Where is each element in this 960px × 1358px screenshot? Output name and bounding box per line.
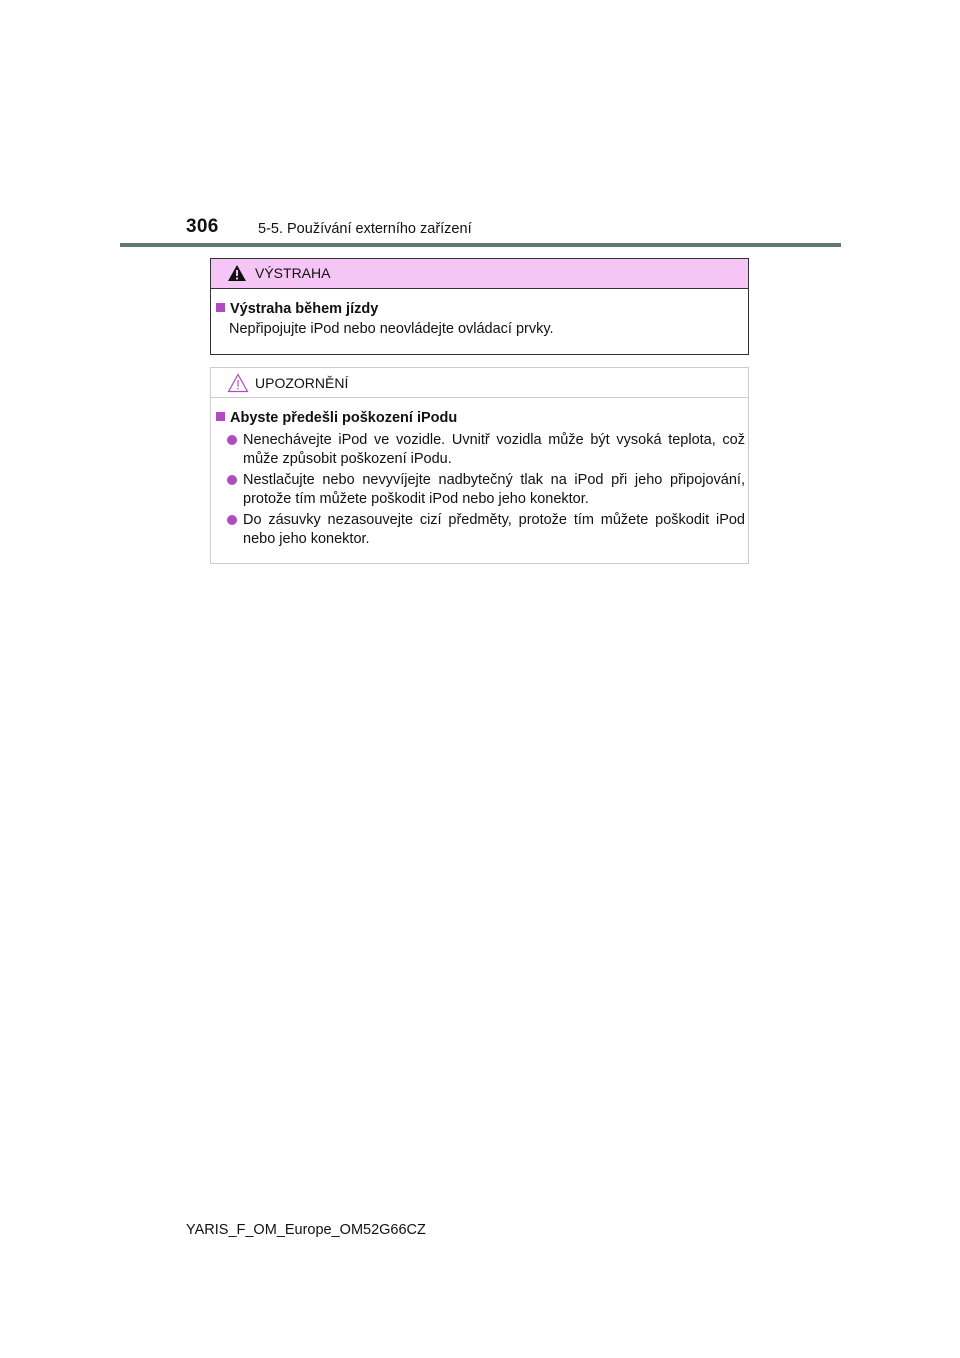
section-title: 5-5. Používání externího zařízení [258, 221, 472, 237]
warning-triangle-icon [227, 264, 247, 282]
page-number: 306 [186, 216, 219, 237]
caution-triangle-icon [227, 373, 249, 393]
warning-heading-text: Výstraha během jízdy [230, 301, 379, 317]
caution-label: UPOZORNĚNÍ [255, 375, 349, 391]
list-item [227, 431, 745, 469]
warning-header [211, 259, 748, 289]
list-item [227, 511, 745, 549]
caution-box [210, 367, 749, 564]
footer-doc-code: YARIS_F_OM_Europe_OM52G66CZ [186, 1222, 426, 1238]
warning-heading [216, 301, 378, 317]
bullet-dot-icon [227, 515, 237, 525]
warning-box [210, 258, 749, 355]
list-item [227, 471, 745, 509]
bullet-dot-icon [227, 475, 237, 485]
caution-heading-text: Abyste předešli poškození iPodu [230, 410, 458, 426]
header-rule [120, 243, 841, 247]
caution-header [211, 368, 748, 398]
warning-text: Nepřipojujte iPod nebo neovládejte ovládací prvky. [229, 321, 554, 337]
square-bullet-icon [216, 412, 225, 421]
square-bullet-icon [216, 303, 225, 312]
list-item-text: Nenechávejte iPod ve vozidle. Uvnitř vozidla může být vysoká teplota, což může způsobit poškození iPodu. [243, 432, 745, 467]
list-item-text: Do zásuvky nezasouvejte cizí předměty, protože tím můžete poškodit iPod nebo jeho konektor. [243, 512, 745, 547]
bullet-dot-icon [227, 435, 237, 445]
warning-label: VÝSTRAHA [255, 265, 331, 281]
caution-heading [216, 410, 457, 426]
list-item-text: Nestlačujte nebo nevyvíjejte nadbytečný tlak na iPod při jeho připojování, protože tím můžete poškodit iPod nebo jeho konektor. [243, 472, 745, 507]
